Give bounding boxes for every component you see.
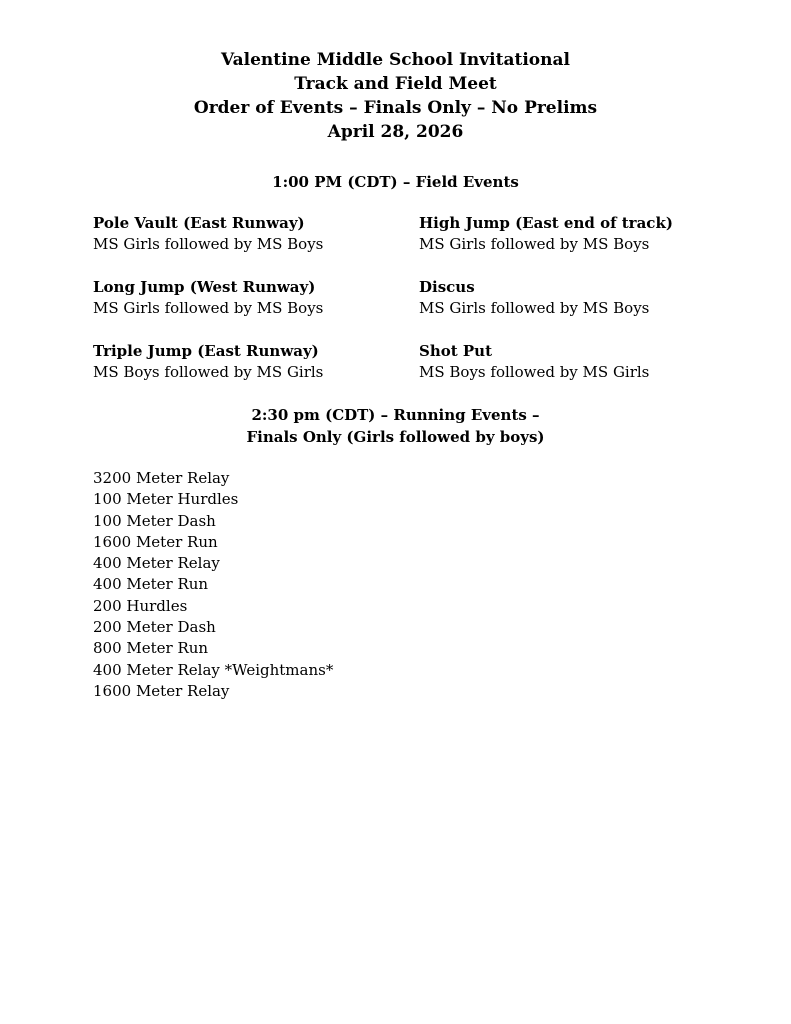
field-event-name: Long Jump (West Runway) <box>93 278 316 296</box>
running-events-list <box>93 468 333 702</box>
field-event-name: Pole Vault (East Runway) <box>93 214 305 232</box>
running-event: 1600 Meter Relay <box>93 681 230 700</box>
field-event <box>93 341 413 383</box>
field-event <box>419 277 739 319</box>
running-event: 400 Meter Relay <box>93 554 220 573</box>
field-event-name: Triple Jump (East Runway) <box>93 342 319 360</box>
running-event: 400 Meter Run <box>93 575 209 594</box>
field-event-name: Shot Put <box>419 342 493 360</box>
document-title <box>0 48 791 144</box>
field-event-order: MS Boys followed by MS Girls <box>419 363 650 381</box>
running-events-subheading: Finals Only (Girls followed by boys) <box>246 428 545 446</box>
running-event: 100 Meter Hurdles <box>93 490 239 509</box>
field-event <box>419 213 739 255</box>
running-event: 100 Meter Dash <box>93 511 216 530</box>
running-event: 3200 Meter Relay <box>93 469 230 487</box>
running-event: 1600 Meter Run <box>93 532 218 551</box>
field-event-order: MS Girls followed by MS Boys <box>419 235 650 253</box>
title-meet-name: Track and Field Meet <box>294 74 497 94</box>
running-event: 400 Meter Relay *Weightmans* <box>93 660 334 679</box>
title-order-of-events: Order of Events – Finals Only – No Prelims <box>193 98 598 118</box>
running-event: 800 Meter Run <box>93 639 209 658</box>
field-event <box>93 277 413 319</box>
field-event-order: MS Girls followed by MS Boys <box>93 299 324 317</box>
field-events-heading: 1:00 PM (CDT) – Field Events <box>272 173 519 191</box>
field-event <box>419 341 739 383</box>
running-event: 200 Hurdles <box>93 596 188 615</box>
title-school-name: Valentine Middle School Invitational <box>221 50 570 70</box>
field-event-name: High Jump (East end of track) <box>419 214 673 232</box>
field-event-order: MS Boys followed by MS Girls <box>93 363 324 381</box>
field-event-name: Discus <box>419 278 475 296</box>
field-event-order: MS Girls followed by MS Boys <box>419 299 650 317</box>
field-event <box>93 213 413 255</box>
title-date: April 28, 2026 <box>327 122 464 142</box>
field-event-order: MS Girls followed by MS Boys <box>93 235 324 253</box>
running-event: 200 Meter Dash <box>93 618 216 637</box>
running-events-heading: 2:30 pm (CDT) – Running Events – <box>251 406 540 424</box>
